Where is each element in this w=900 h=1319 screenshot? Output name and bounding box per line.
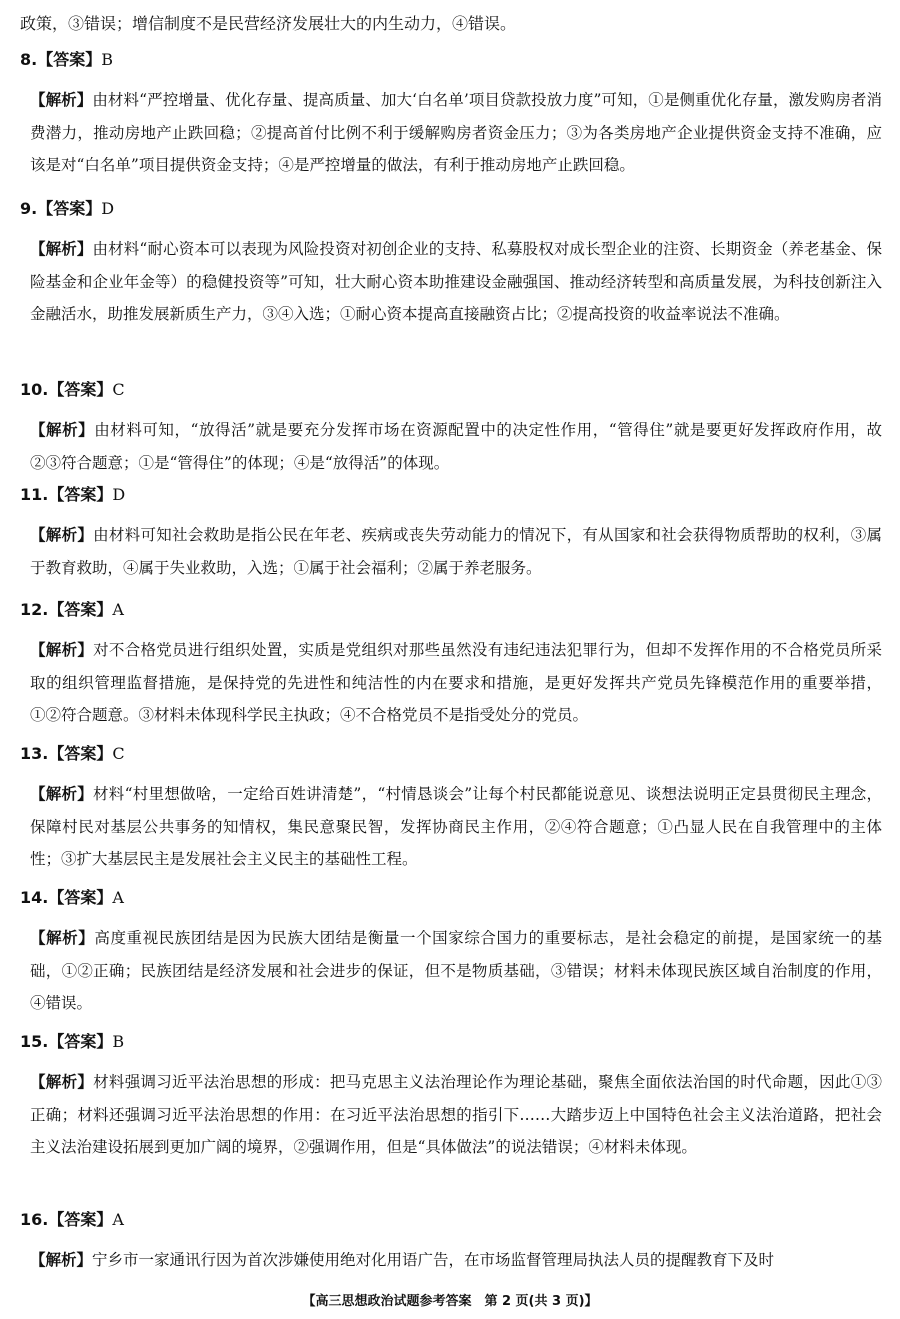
analysis-text: 对不合格党员进行组织处置，实质是党组织对那些虽然没有违纪违法犯罪行为，但却不发挥作用的不合格党员所采取的组织管理监督措施，是保持党的先进性和纯洁性的内在要求和措施，是更好发挥共产党员先锋模范作用的重要举措，①②符合题意。③材料未体现科学民主执政；④不合格党员不是指受处分的党员。 [30,641,882,724]
answer-line [20,1210,882,1230]
analysis-paragraph [30,1066,882,1164]
analysis-text: 材料“村里想做啥，一定给百姓讲清楚”，“村情恳谈会”让每个村民都能说意见、谈想法说明正定县贯彻民主理念，保障村民对基层公共事务的知情权，集民意聚民智，发挥协商民主作用，②④符合题意；①凸显人民在自我管理中的主体性；③扩大基层民主是发展社会主义民主的基础性工程。 [30,785,882,868]
answer-tag: 【答案】 [37,199,102,218]
answer-value: D [112,485,126,504]
analysis-tag: 【解析】 [30,1251,93,1269]
analysis-paragraph [30,519,882,584]
analysis-text: 由材料“严控增量、优化存量、提高质量、加大‘白名单’项目贷款投放力度”可知，①是侧重优化存量，激发购房者消费潜力，推动房地产止跌回稳；②提高首付比例不利于缓解购房者资金压力；③为各类房地产企业提供资金支持不准确，应该是对“白名单”项目提供资金支持；④是严控增量的做法，有利于推动房地产止跌回稳。 [30,91,882,174]
question-number: 8. [20,50,38,69]
analysis-tag: 【解析】 [30,785,94,803]
analysis-paragraph [30,922,882,1020]
answer-line [20,600,882,620]
question-block-13 [20,744,882,876]
answer-tag: 【答案】 [48,380,113,399]
answer-tag: 【答案】 [48,485,113,504]
answer-value: A [112,600,124,619]
answer-line [20,199,882,219]
analysis-tag: 【解析】 [30,1073,94,1091]
question-number: 16. [20,1210,49,1229]
question-block-16 [20,1210,882,1277]
question-block-8 [20,50,882,182]
question-block-10 [20,380,882,479]
answer-line [20,888,882,908]
analysis-text: 由材料可知社会救助是指公民在年老、疾病或丧失劳动能力的情况下，有从国家和社会获得物质帮助的权利，③属于教育救助，④属于失业救助，入选；①属于社会福利；②属于养老服务。 [30,526,882,577]
answer-value: B [112,1032,125,1051]
answer-tag: 【答案】 [48,1210,113,1229]
question-number: 11. [20,485,49,504]
analysis-tag: 【解析】 [30,641,94,659]
question-block-12 [20,600,882,732]
answer-tag: 【答案】 [48,744,113,763]
answer-value: C [112,744,125,763]
question-block-9 [20,199,882,331]
answer-tag: 【答案】 [48,1032,113,1051]
analysis-paragraph [30,414,882,479]
question-number: 12. [20,600,49,619]
analysis-tag: 【解析】 [30,421,95,439]
analysis-text: 材料强调习近平法治思想的形成：把马克思主义法治理论作为理论基础，聚焦全面依法治国的时代命题，因此①③正确；材料还强调习近平法治思想的作用：在习近平法治思想的指引下……大踏步迈上中国特色社会主义法治道路，把社会主义法治建设拓展到更加广阔的境界，②强调作用，但是“具体做法”的说法错误；④材料未体现。 [30,1073,882,1156]
answer-value: A [112,1210,124,1229]
question-block-14 [20,888,882,1020]
analysis-text: 由材料可知，“放得活”就是要充分发挥市场在资源配置中的决定性作用，“管得住”就是要更好发挥政府作用，故②③符合题意；①是“管得住”的体现；④是“放得活”的体现。 [30,421,882,472]
analysis-tag: 【解析】 [30,526,94,544]
answer-value: A [112,888,124,907]
question-number: 10. [20,380,49,399]
question-number: 9. [20,199,38,218]
question-block-15 [20,1032,882,1164]
answer-line [20,380,882,400]
page-footer: 【高三思想政治试题参考答案 第 2 页(共 3 页)】 [302,1294,598,1309]
analysis-paragraph [30,233,882,331]
answer-line [20,744,882,764]
analysis-paragraph [30,778,882,876]
answer-tag: 【答案】 [48,888,113,907]
answer-tag: 【答案】 [37,50,102,69]
question-number: 15. [20,1032,49,1051]
answer-line [20,1032,882,1052]
analysis-paragraph [30,84,882,182]
analysis-text: 由材料“耐心资本可以表现为风险投资对初创企业的支持、私募股权对成长型企业的注资、长期资金（养老基金、保险基金和企业年金等）的稳健投资等”可知，壮大耐心资本助推建设金融强国、推动经济转型和高质量发展，为科技创新注入金融活水，助推发展新质生产力，③④入选；①耐心资本提高直接融资占比；②提高投资的收益率说法不准确。 [30,240,882,323]
answer-line [20,485,882,505]
question-number: 14. [20,888,49,907]
continued-analysis-text: 政策，③错误；增信制度不是民营经济发展壮大的内生动力，④错误。 [20,14,517,33]
answer-value: B [101,50,113,69]
analysis-paragraph [30,1244,882,1277]
analysis-text: 宁乡市一家通讯行因为首次涉嫌使用绝对化用语广告，在市场监督管理局执法人员的提醒教育下及时 [92,1251,775,1269]
analysis-tag: 【解析】 [30,929,95,947]
analysis-tag: 【解析】 [30,240,93,258]
answer-line [20,50,882,70]
answer-tag: 【答案】 [48,600,113,619]
analysis-text: 高度重视民族团结是因为民族大团结是衡量一个国家综合国力的重要标志，是社会稳定的前提，是国家统一的基础，①②正确；民族团结是经济发展和社会进步的保证，但不是物质基础，③错误；材料未体现民族区域自治制度的作用，④错误。 [30,929,882,1012]
answer-value: C [112,380,125,399]
answer-value: D [101,199,115,218]
analysis-tag: 【解析】 [30,91,93,109]
question-number: 13. [20,744,49,763]
question-block-11 [20,485,882,584]
analysis-paragraph [30,634,882,732]
